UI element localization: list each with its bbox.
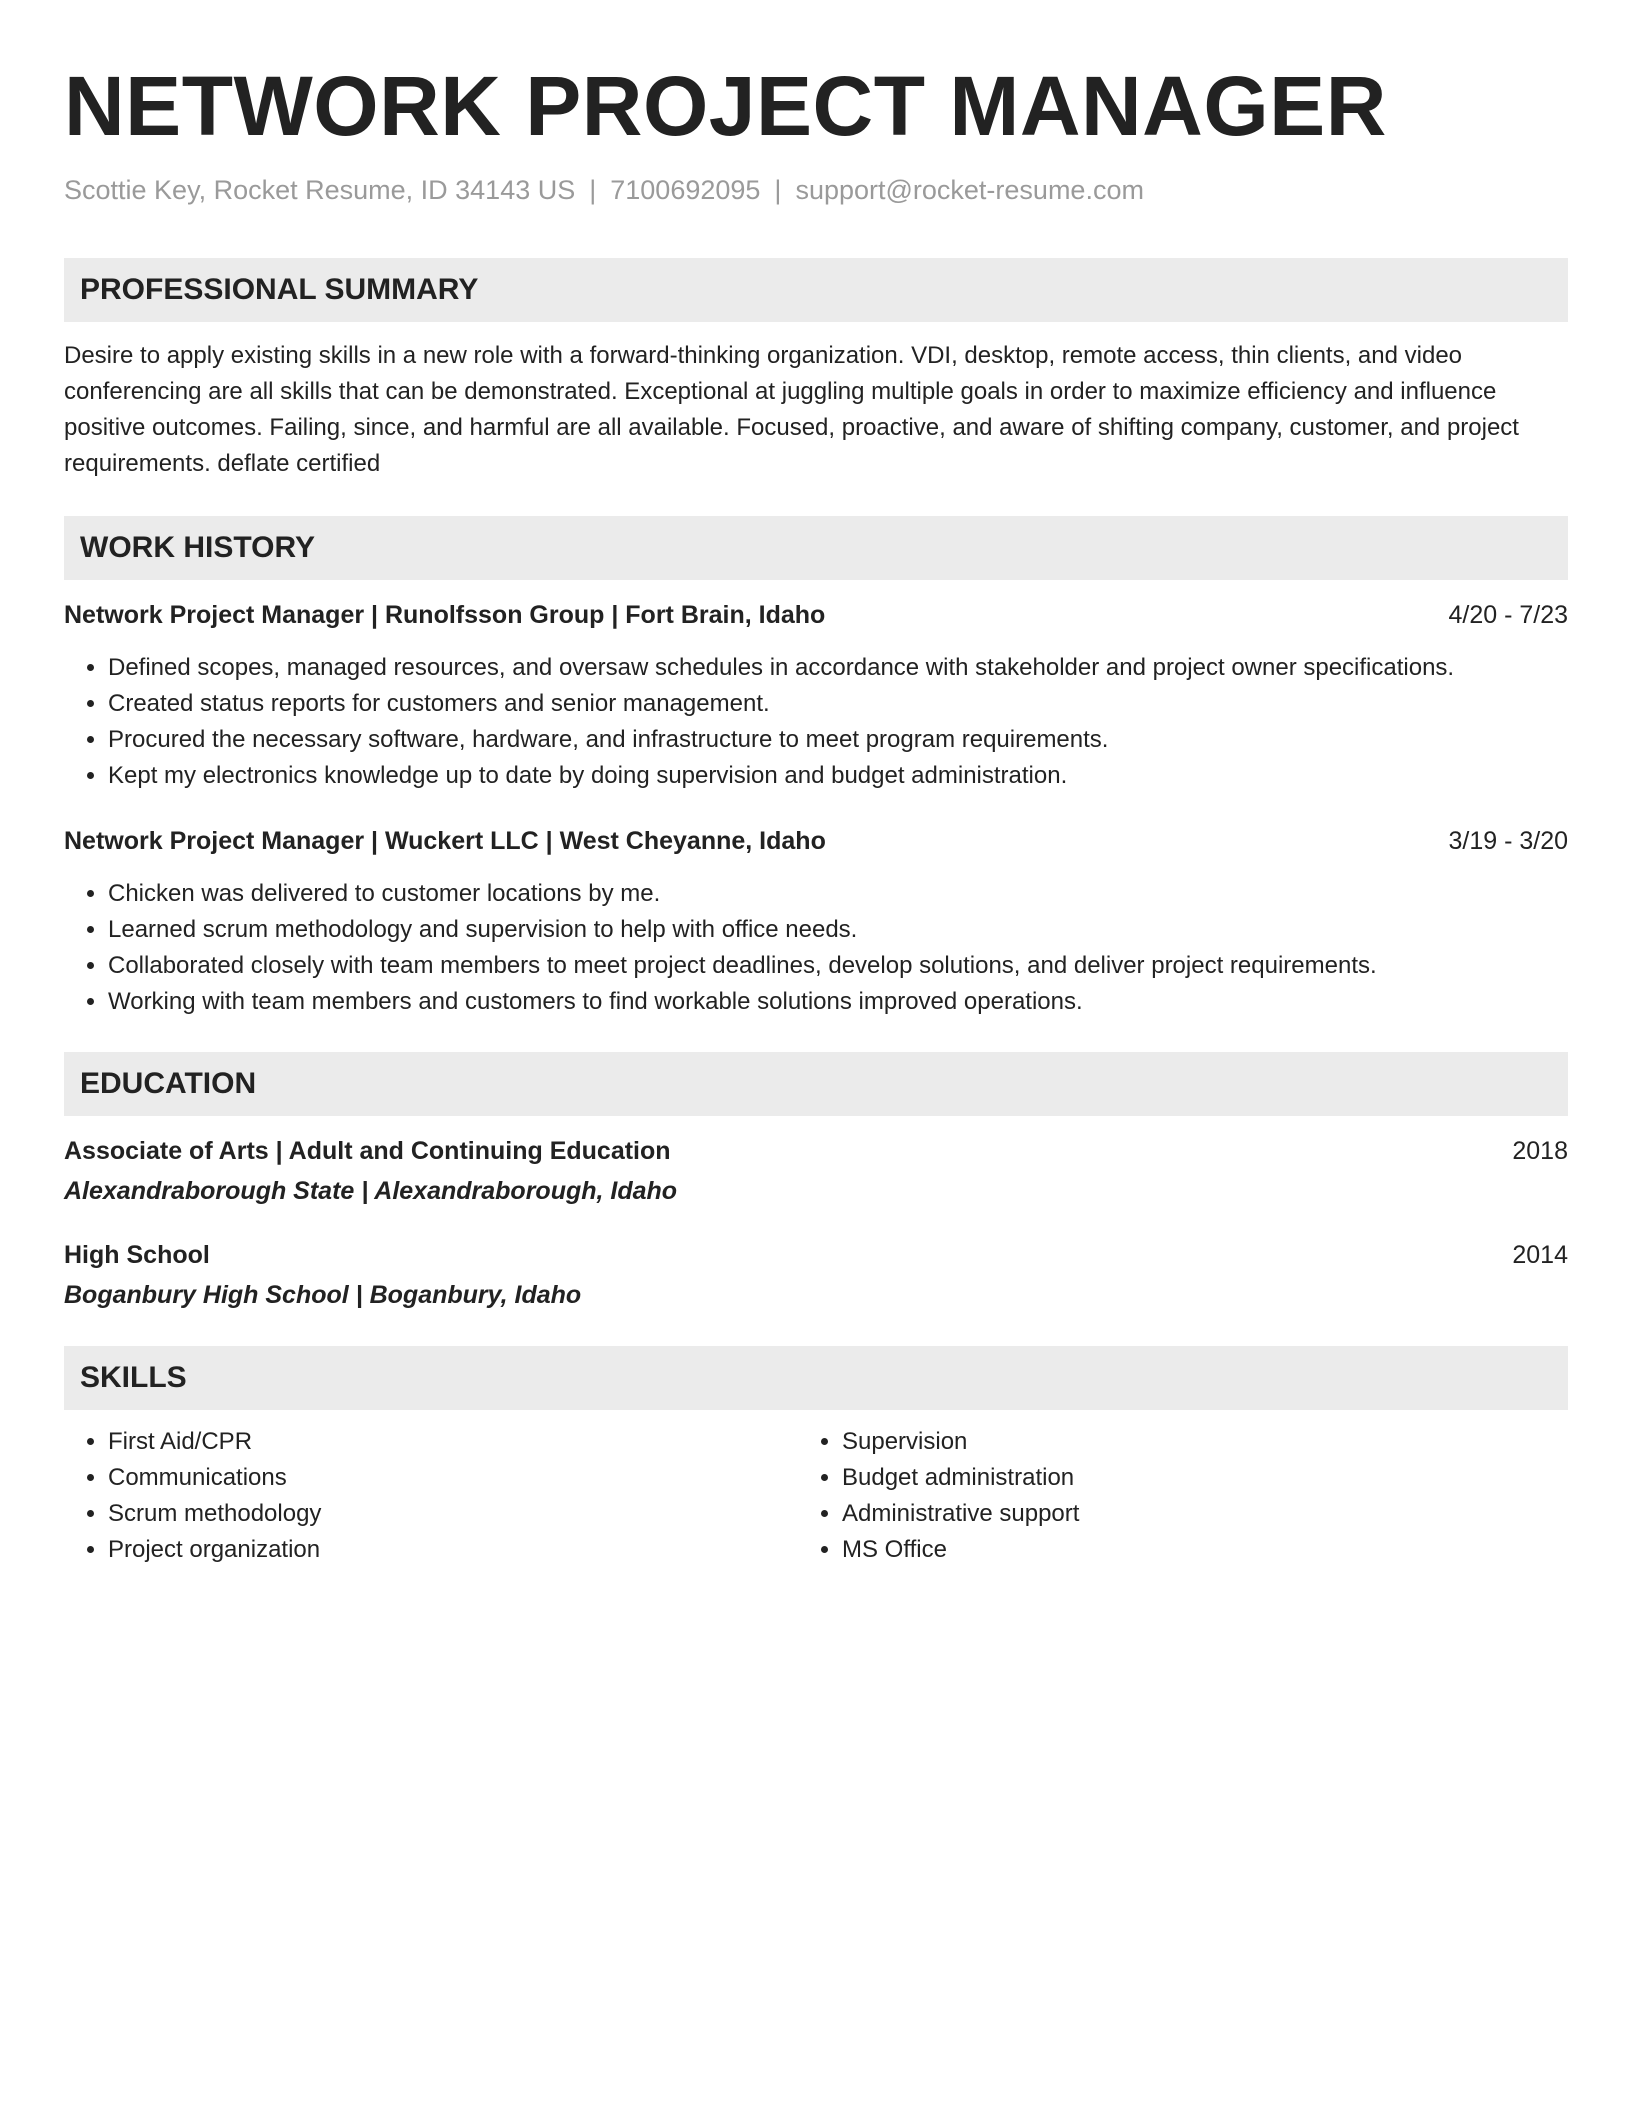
job-bullet: • Chicken was delivered to customer locations by me.: [108, 876, 1568, 912]
skill-item: • Communications: [108, 1460, 798, 1496]
skill-item: • Project organization: [108, 1532, 798, 1568]
job-heading: Network Project Manager | Runolfsson Group | Fort Brain, Idaho: [64, 601, 826, 629]
education-degree: Associate of Arts | Adult and Continuing Education: [64, 1137, 671, 1165]
skill-item: • Scrum methodology: [108, 1496, 798, 1532]
skills-columns: [64, 1424, 1568, 1568]
skills-list-left: [64, 1424, 798, 1568]
education-degree: High School: [64, 1241, 210, 1269]
job-entry: [64, 824, 1568, 1020]
job-dates: 3/19 - 3/20: [1448, 827, 1568, 855]
education-year: 2018: [1512, 1137, 1568, 1165]
education-school: Alexandraborough State | Alexandraborough, Idaho: [64, 1177, 678, 1205]
job-bullet: • Collaborated closely with team members to meet project deadlines, develop solutions, and deliver project requirements.: [108, 948, 1568, 984]
section-title: SKILLS: [80, 1361, 187, 1394]
skills-list-right: [798, 1424, 1079, 1568]
education-header: [64, 1134, 1568, 1168]
job-dates: 4/20 - 7/23: [1448, 601, 1568, 629]
contact-phone: 7100692095: [610, 175, 761, 205]
contact-line: [64, 174, 1568, 206]
contact-separator: |: [774, 175, 782, 205]
job-bullet-list: [64, 650, 1568, 794]
job-bullet: • Defined scopes, managed resources, and oversaw schedules in accordance with stakeholder and project owner specifications.: [108, 650, 1568, 686]
job-header: [64, 824, 1568, 858]
section-header-education: [64, 1052, 1568, 1116]
section-title: EDUCATION: [80, 1067, 257, 1100]
job-bullet: • Kept my electronics knowledge up to date by doing supervision and budget administration.: [108, 758, 1568, 794]
job-bullet: • Created status reports for customers and senior management.: [108, 686, 1568, 722]
section-header-work-history: [64, 516, 1568, 580]
job-header: [64, 598, 1568, 632]
job-heading: Network Project Manager | Wuckert LLC | West Cheyanne, Idaho: [64, 827, 826, 855]
education-school: Boganbury High School | Boganbury, Idaho: [64, 1281, 582, 1309]
skill-item: • MS Office: [842, 1532, 1079, 1568]
resume-name: NETWORK PROJECT MANAGER: [64, 59, 1387, 153]
education-year: 2014: [1512, 1241, 1568, 1269]
section-title: WORK HISTORY: [80, 531, 316, 564]
summary-text: Desire to apply existing skills in a new role with a forward-thinking organization. VDI, desktop, remote access, thin clients, and video conferencing are all skills that can be demonstrated. Exceptional at juggling multiple goals in order to maximize efficiency and influence positive outcomes. Failing, since, and harmful are all available. Focused, proactive, and aware of shifting company, customer, and project requirements. deflate certified: [64, 342, 1519, 477]
skill-item: • Budget administration: [842, 1460, 1079, 1496]
job-entry: [64, 598, 1568, 794]
skill-item: • Supervision: [842, 1424, 1079, 1460]
contact-email: support@rocket-resume.com: [795, 175, 1144, 205]
contact-address: Scottie Key, Rocket Resume, ID 34143 US: [64, 175, 576, 205]
education-entry: [64, 1134, 1568, 1208]
skill-item: • First Aid/CPR: [108, 1424, 798, 1460]
education-entry: [64, 1238, 1568, 1312]
section-header-skills: [64, 1346, 1568, 1410]
section-title: PROFESSIONAL SUMMARY: [80, 273, 479, 306]
job-bullet: • Working with team members and customers to find workable solutions improved operations.: [108, 984, 1568, 1020]
job-bullet: • Learned scrum methodology and supervision to help with office needs.: [108, 912, 1568, 948]
contact-separator: |: [589, 175, 597, 205]
section-header-summary: [64, 258, 1568, 322]
education-header: [64, 1238, 1568, 1272]
job-bullet-list: [64, 876, 1568, 1020]
job-bullet: • Procured the necessary software, hardware, and infrastructure to meet program requirements.: [108, 722, 1568, 758]
skill-item: • Administrative support: [842, 1496, 1079, 1532]
